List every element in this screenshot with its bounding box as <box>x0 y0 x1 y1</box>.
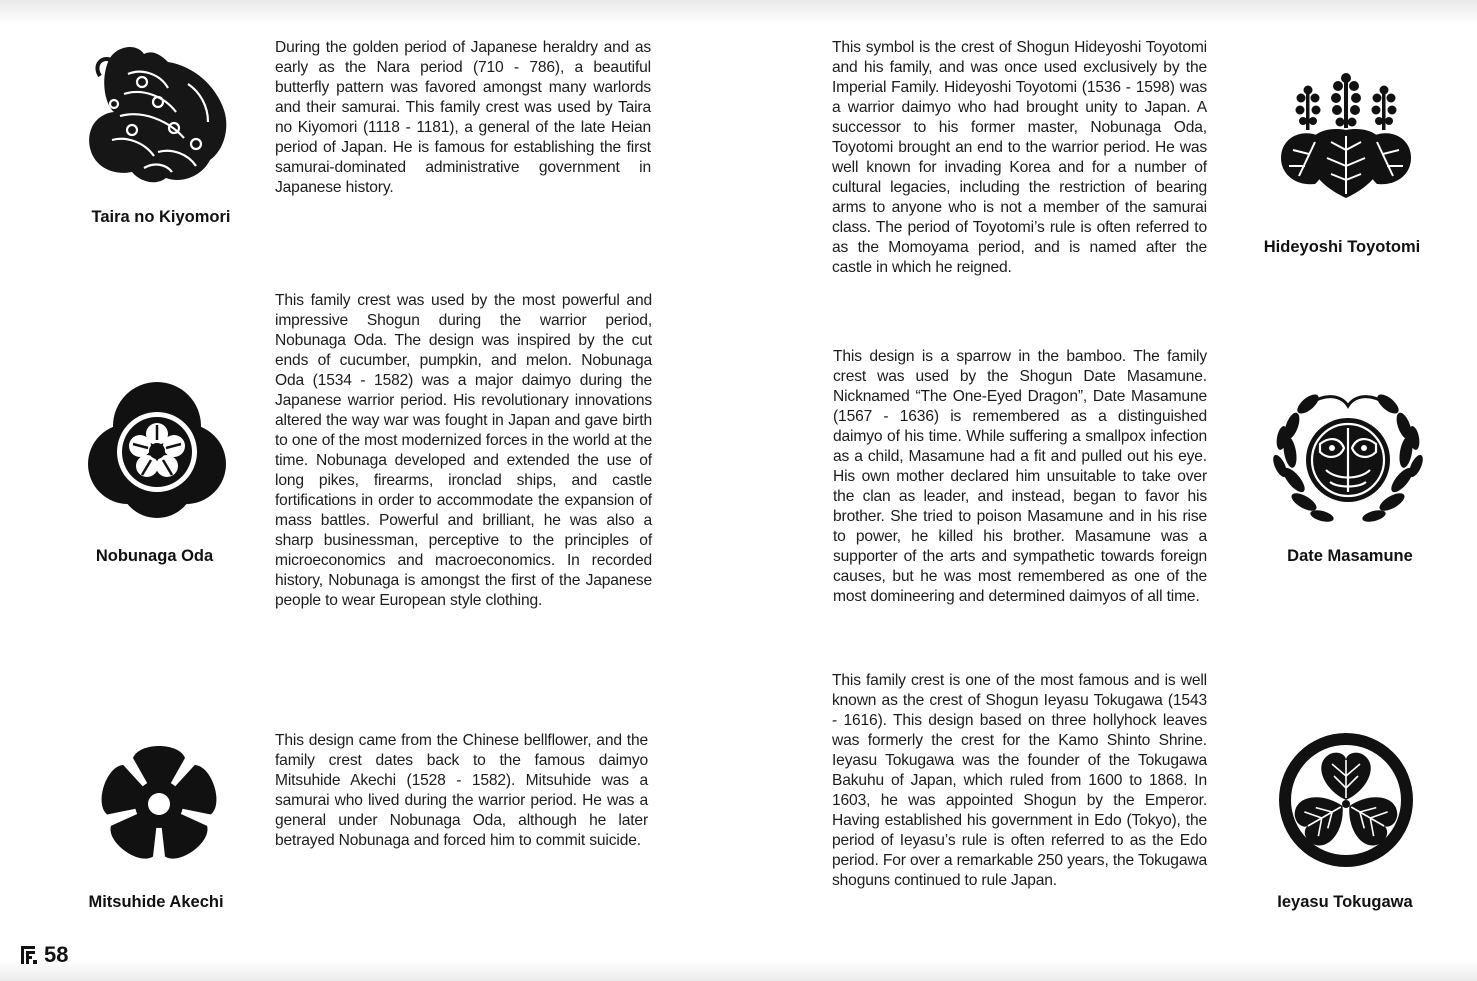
hollyhock-crest-icon <box>1278 732 1414 868</box>
crest-caption-toyotomi: Hideyoshi Toyotomi <box>1263 238 1421 256</box>
crest-caption-masamune: Date Masamune <box>1287 547 1413 565</box>
paulownia-crest-icon <box>1279 70 1413 198</box>
magazine-logo-icon <box>20 945 38 965</box>
crest-description-tokugawa: This family crest is one of the most famous and is well known as the crest of Shogun Ieyasu Tokugawa (1543 - 1616). This design based on three hollyhock leaves was formerly the crest for the Kamo Shinto Shrine. Ieyasu Tokugawa was the founder of the Tokugawa Bakuhu of Japan, which ruled from 1600 to 1868. In 1603, he was appointed Shogun by the Emperor. Having established his government in Edo (Tokyo), the period of Ieyasu’s rule is often referred to as the Edo period. For over a remarkable 250 years, the Tokugawa shoguns continued to rule Japan. <box>832 672 1207 889</box>
page-top-shadow <box>0 0 1477 24</box>
crest-caption-tokugawa: Ieyasu Tokugawa <box>1277 893 1413 911</box>
page-number: 58 <box>44 942 69 967</box>
crest-description-oda: This family crest was used by the most powerful and impressive Shogun during the warrior period, Nobunaga Oda. The design was inspired by the cut ends of cucumber, pumpkin, and melon. Nobunaga Oda (1534 - 1582) was a major daimyo during the Japanese warrior period. His revolutionary innovations altered the way war was fought in Japan and gave birth to one of the most modernized forces in the world at the time. Nobunaga developed and extended the use of long pikes, firearms, ironclad ships, and castle fortifications in order to accommodate the expansion of mass battles. Powerful and brilliant, he was also a sharp businessman, perceptive to the principles of microeconomics and macroeconomics. In recorded history, Nobunaga is amongst the first of the Japanese people to wear European style clothing. <box>275 292 652 609</box>
page-bottom-shadow <box>0 959 1477 981</box>
crest-caption-oda: Nobunaga Oda <box>95 547 214 565</box>
sparrow-bamboo-crest-icon <box>1270 386 1426 528</box>
crest-description-taira: During the golden period of Japanese heraldry and as early as the Nara period (710 - 786), a beautiful butterfly pattern was favored amongst many warlords and their samurai. This family crest was used by Taira no Kiyomori (1118 - 1181), a general of the late Heian period of Japan. He is famous for establishing the first samurai-dominated administrative government in Japanese history. <box>275 39 651 196</box>
crest-caption-taira: Taira no Kiyomori <box>91 208 231 226</box>
crest-description-toyotomi: This symbol is the crest of Shogun Hideyoshi Toyotomi and his family, and was once used exclusively by the Imperial Family. Hideyoshi Toyotomi (1536 - 1598) was a warrior daimyo who had brought unity to Japan. A successor to his former master, Nobunaga Oda, Toyotomi brought an end to the warrior period. He was well known for invading Korea and for a number of cultural legacies, including the restriction of bearing arms to anyone who is not a member of the samurai class. The period of Toyotomi’s rule is often referred to as the Momoyama period, and is named after the castle in which he reigned. <box>832 39 1207 276</box>
page-folio <box>20 942 68 968</box>
crest-description-akechi: This design came from the Chinese bellflower, and the family crest dates back to the famous daimyo Mitsuhide Akechi (1528 - 1582). Mitsuhide was a samurai who lived during the warrior period. He was a general under Nobunaga Oda, although he later betrayed Nobunaga and forced him to commit suicide. <box>275 732 648 849</box>
crest-caption-akechi: Mitsuhide Akechi <box>88 893 224 911</box>
melon-flower-crest-icon <box>86 380 228 522</box>
butterfly-crest-icon <box>84 44 230 186</box>
bellflower-crest-icon <box>90 730 228 868</box>
crest-description-masamune: This design is a sparrow in the bamboo. The family crest was used by the Shogun Date Masamune. Nicknamed “The One-Eyed Dragon”, Date Masamune (1567 - 1636) is remembered as a distinguished daimyo of his time. While suffering a smallpox infection as a child, Masamune had a fit and pulled out his eye. His own mother declared him unsuitable to take over the clan as leader, and instead, began to favor his brother. She tried to poison Masamune and in his rise to power, he killed his brother. Masamune was a supporter of the arts and sympathetic towards foreign causes, but he was most remembered as one of the most domineering and determined daimyos of all time. <box>833 348 1207 605</box>
